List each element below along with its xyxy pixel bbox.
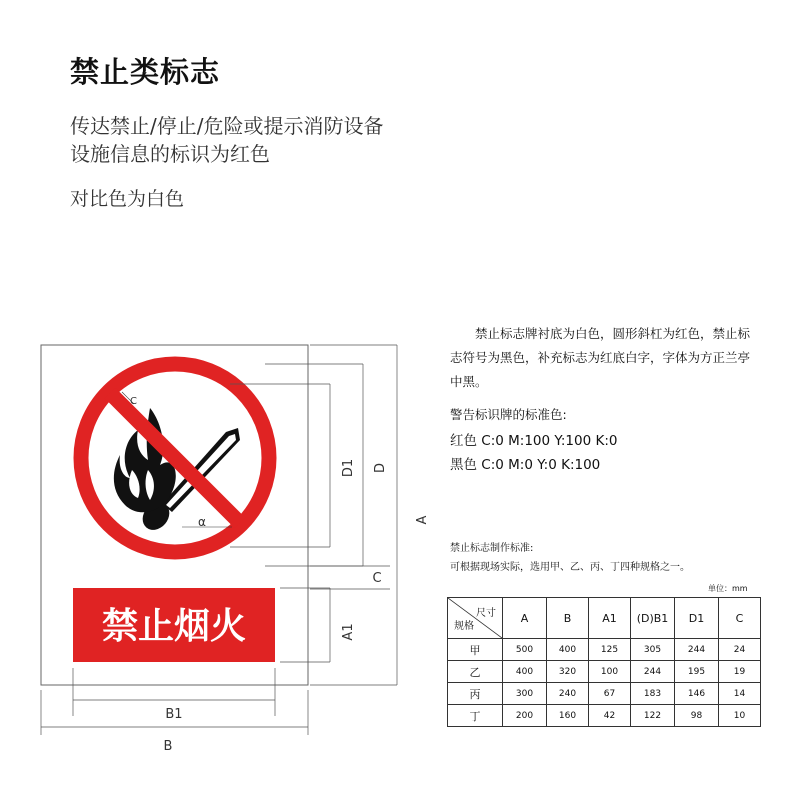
- c-dimension-label: C: [372, 571, 382, 586]
- alpha-label: α: [198, 515, 206, 529]
- contrast-color-note: 对比色为白色: [70, 188, 185, 210]
- page-title: 禁止类标志: [70, 55, 221, 89]
- a-dimension-label: A: [415, 515, 430, 525]
- table-cell: 300: [503, 683, 547, 705]
- table-cell: 200: [503, 705, 547, 727]
- table-header-cell: (D)B1: [631, 598, 675, 639]
- table-cell: 67: [589, 683, 631, 705]
- table-cell: 400: [547, 639, 589, 661]
- table-cell: 400: [503, 661, 547, 683]
- color-description: [450, 322, 750, 394]
- table-cell: 19: [719, 661, 761, 683]
- black-standard-color: 黑色 C:0 M:0 Y:0 K:100: [450, 457, 601, 473]
- description-paragraph: 禁止标志牌衬底为白色，圆形斜杠为红色，禁止标志符号为黑色，补充标志为红底白字，字体为方正兰亭中黑。: [450, 326, 751, 389]
- table-cell: 100: [589, 661, 631, 683]
- table-row: [448, 661, 761, 683]
- table-cell: 244: [675, 639, 719, 661]
- standard-colors-title: 警告标识牌的标准色:: [450, 407, 567, 422]
- table-cell: 500: [503, 639, 547, 661]
- row-label: 甲: [448, 639, 503, 661]
- table-cell: 146: [675, 683, 719, 705]
- sign-text: 禁止烟火: [101, 606, 247, 647]
- spec-table: [447, 597, 761, 727]
- production-standard-desc: 可根据现场实际，选用甲、乙、丙、丁四种规格之一。: [450, 562, 690, 573]
- table-cell: 240: [547, 683, 589, 705]
- b-dimension-label: B: [163, 739, 173, 754]
- table-row: [448, 639, 761, 661]
- table-cell: 244: [631, 661, 675, 683]
- table-cell: 122: [631, 705, 675, 727]
- a1-dimension-label: A1: [341, 623, 356, 641]
- b1-dimension-label: B1: [165, 707, 183, 722]
- table-header-cell: A: [503, 598, 547, 639]
- unit-label: 单位：mm: [708, 584, 748, 593]
- row-label: 丙: [448, 683, 503, 705]
- production-standard-title: 禁止标志制作标准:: [450, 543, 534, 554]
- d1-dimension-label: D1: [341, 458, 356, 478]
- table-cell: 160: [547, 705, 589, 727]
- corner-size-label: 尺寸: [476, 608, 496, 619]
- table-cell: 24: [719, 639, 761, 661]
- table-cell: 10: [719, 705, 761, 727]
- table-cell: 42: [589, 705, 631, 727]
- table-cell: 14: [719, 683, 761, 705]
- corner-spec-label: 规格: [454, 621, 474, 632]
- table-header-cell: A1: [589, 598, 631, 639]
- row-label: 丁: [448, 705, 503, 727]
- table-cell: 320: [547, 661, 589, 683]
- table-cell: 125: [589, 639, 631, 661]
- table-row: [448, 705, 761, 727]
- row-label: 乙: [448, 661, 503, 683]
- table-header-cell: B: [547, 598, 589, 639]
- subtitle-line-1: 传达禁止/停止/危险或提示消防设备: [70, 114, 384, 138]
- table-cell: 183: [631, 683, 675, 705]
- table-header-cell: D1: [675, 598, 719, 639]
- table-cell: 98: [675, 705, 719, 727]
- table-row: [448, 683, 761, 705]
- table-cell: 195: [675, 661, 719, 683]
- sign-c-label: C: [130, 396, 137, 407]
- red-standard-color: 红色 C:0 M:100 Y:100 K:0: [450, 433, 618, 449]
- table-corner-cell: [448, 598, 503, 639]
- subtitle-line-2: 设施信息的标识为红色: [70, 142, 270, 166]
- table-header-cell: C: [719, 598, 761, 639]
- table-cell: 305: [631, 639, 675, 661]
- table-header-row: [448, 598, 761, 639]
- d-dimension-label: D: [373, 462, 388, 474]
